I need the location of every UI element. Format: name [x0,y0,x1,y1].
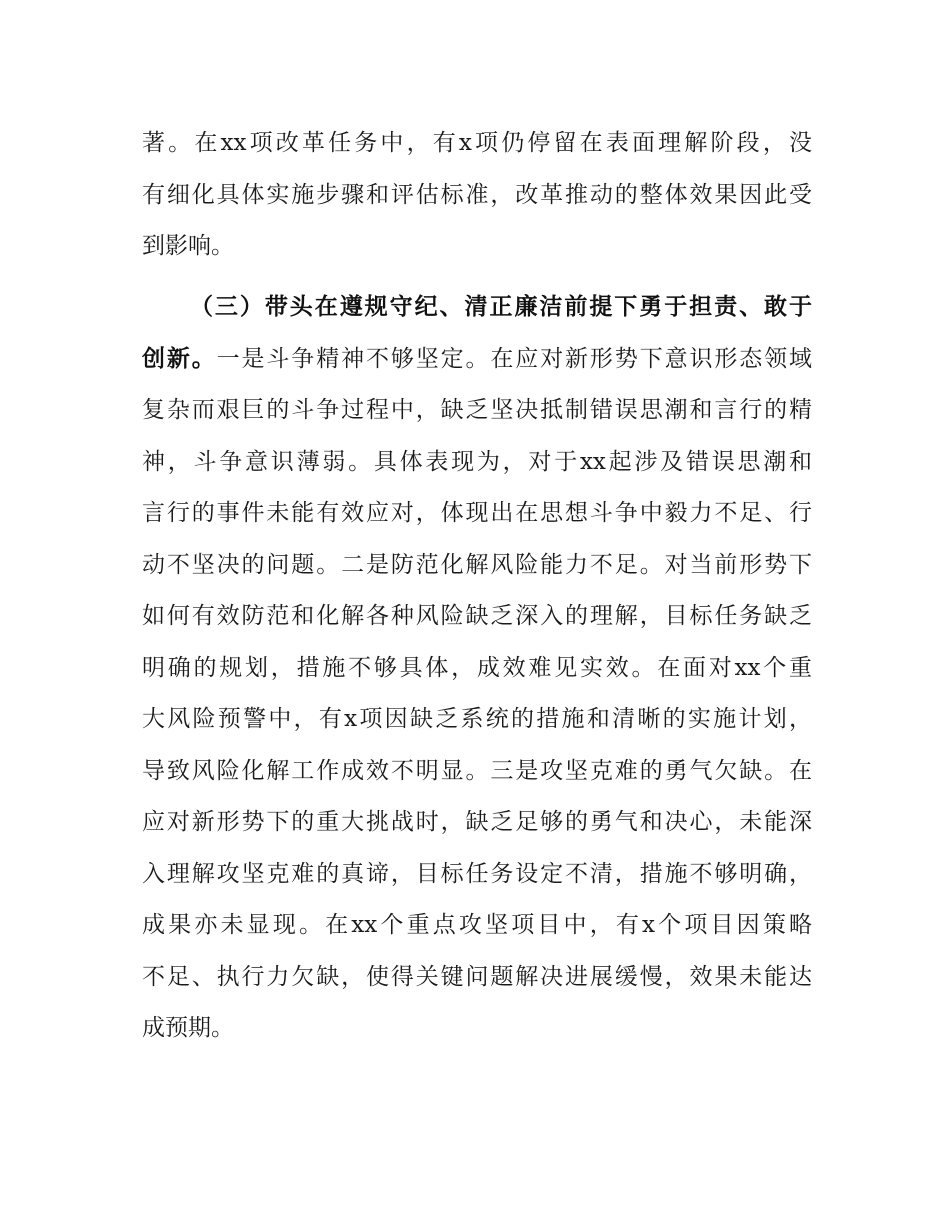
paragraph-line: 应对新形势下的重大挑战时，缺乏足够的勇气和决心，未能深 [142,809,812,835]
paragraph-line: 言行的事件未能有效应对，体现出在思想斗争中毅力不足、行 [142,500,812,526]
paragraph-line: 入理解攻坚克难的真谛，目标任务设定不清，措施不够明确， [142,860,812,887]
paragraph-line: 动不坚决的问题。二是防范化解风险能力不足。对当前形势下 [142,551,812,578]
section-heading-line [142,282,812,334]
paragraph-line: 明确的规划，措施不够具体，成效难见实效。在面对xx个重 [142,654,812,681]
paragraph-line: 如何有效防范和化解各种风险缺乏深入的理解，目标任务缺乏 [142,603,812,629]
paragraph-line: 不足、执行力欠缺，使得关键问题解决进展缓慢，效果未能达 [142,963,812,990]
paragraph-line [142,334,812,386]
paragraph-line: 成预期。 [142,1015,234,1041]
paragraph-text: 一是斗争精神不够坚定。在应对新形势下意识形态领域 [216,345,813,372]
paragraph-line: 成果亦未显现。在xx个重点攻坚项目中，有x个项目因策略 [142,912,812,938]
paragraph-line: 大风险预警中，有x项因缺乏系统的措施和清晰的实施计划， [142,706,812,732]
paragraph-line: 导致风险化解工作成效不明显。三是攻坚克难的勇气欠缺。在 [142,757,812,784]
paragraph-2 [142,282,812,1055]
section-heading-end: 创新。 [142,345,217,372]
paragraph-line: 复杂而艰巨的斗争过程中，缺乏坚决抵制错误思潮和言行的精 [142,397,812,423]
section-heading: （三）带头在遵规守纪、清正廉洁前提下勇于担责、敢于 [188,294,812,320]
paragraph-line: 到影响。 [142,233,234,259]
paragraph-line: 神，斗争意识薄弱。具体表现为，对于xx起涉及错误思潮和 [142,448,812,475]
paragraph-line: 有细化具体实施步骤和评估标准，改革推动的整体效果因此受 [142,181,812,208]
paragraph-1 [142,118,812,273]
paragraph-line: 著。在xx项改革任务中，有x项仍停留在表面理解阶段，没 [142,130,812,156]
